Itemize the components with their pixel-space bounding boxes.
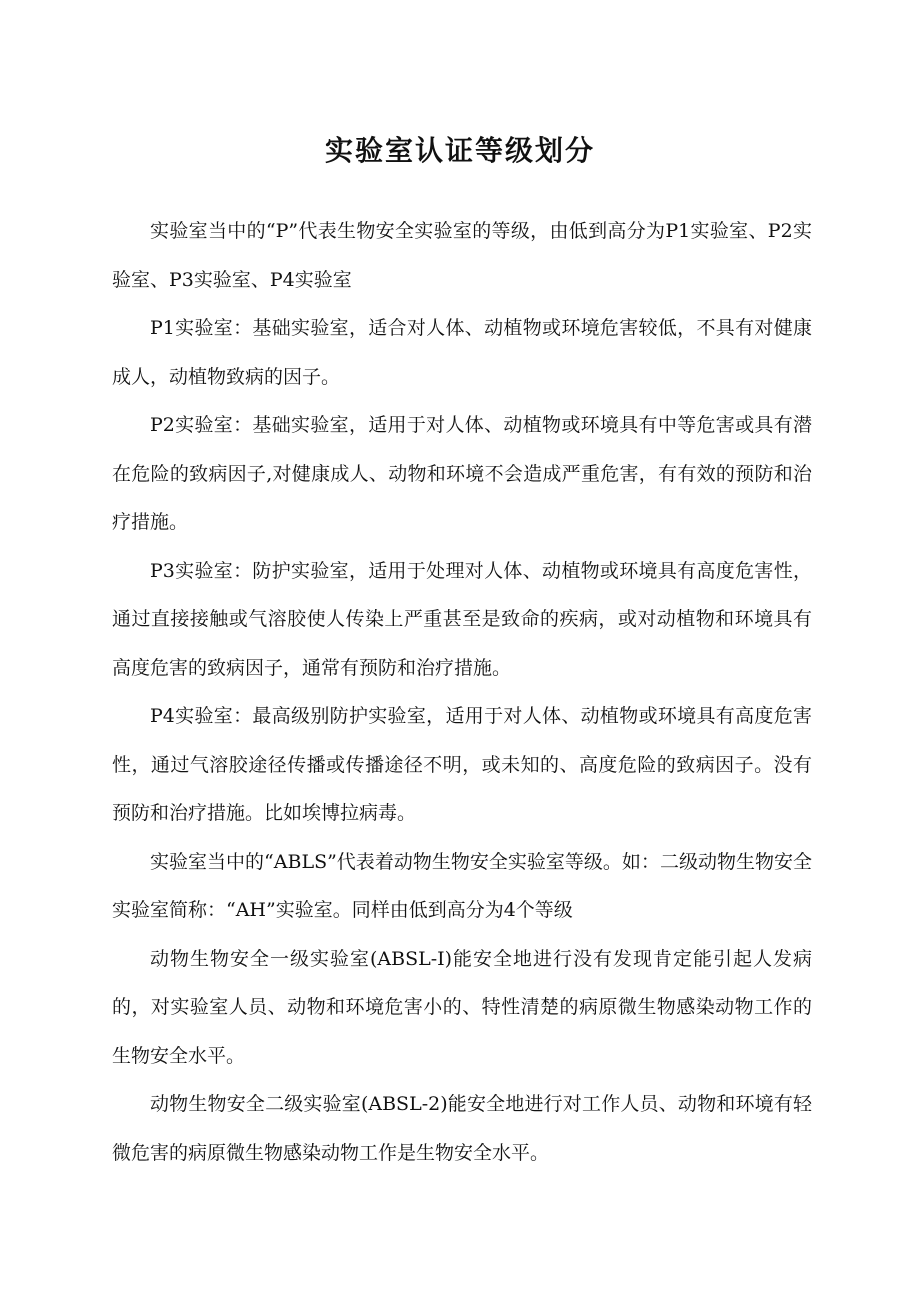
paragraph-p3: P3实验室：防护实验室，适用于处理对人体、动植物或环境具有高度危害性，通过直接接触或气溶胶使人传染上严重甚至是致命的疾病，或对动植物和环境具有高度危害的致病因子，通常有预防和治疗措施。 [112, 559, 812, 679]
paragraph-p4: P4实验室：最高级别防护实验室，适用于对人体、动植物或环境具有高度危害性，通过气溶胶途径传播或传播途径不明，或未知的、高度危险的致病因子。没有预防和治疗措施。比如埃博拉病毒。 [112, 705, 812, 824]
document-body [112, 207, 812, 1177]
paragraph-absl-1: 动物生物安全一级实验室(ABSL-I)能安全地进行没有发现肯定能引起人发病的，对实验室人员、动物和环境危害小的、特性清楚的病原微生物感染动物工作的生物安全水平。 [112, 947, 812, 1067]
page-title: 实验室认证等级划分 [324, 133, 595, 167]
paragraph-p-levels-intro: 实验室当中的“P”代表生物安全实验室的等级，由低到高分为P1实验室、P2实验室、P3实验室、P4实验室 [112, 220, 812, 291]
paragraph-p2: P2实验室：基础实验室，适用于对人体、动植物或环境具有中等危害或具有潜在危险的致病因子,对健康成人、动物和环境不会造成严重危害，有有效的预防和治疗措施。 [112, 414, 812, 533]
paragraph-p1: P1实验室：基础实验室，适合对人体、动植物或环境危害较低，不具有对健康成人，动植物致病的因子。 [112, 317, 812, 388]
paragraph-absl-2: 动物生物安全二级实验室(ABSL-2)能安全地进行对工作人员、动物和环境有轻微危害的病原微生物感染动物工作是生物安全水平。 [112, 1093, 812, 1164]
paragraph-abls-intro: 实验室当中的“ABLS”代表着动物生物安全实验室等级。如：二级动物生物安全实验室简称：“AH”实验室。同样由低到高分为4个等级 [112, 850, 812, 921]
